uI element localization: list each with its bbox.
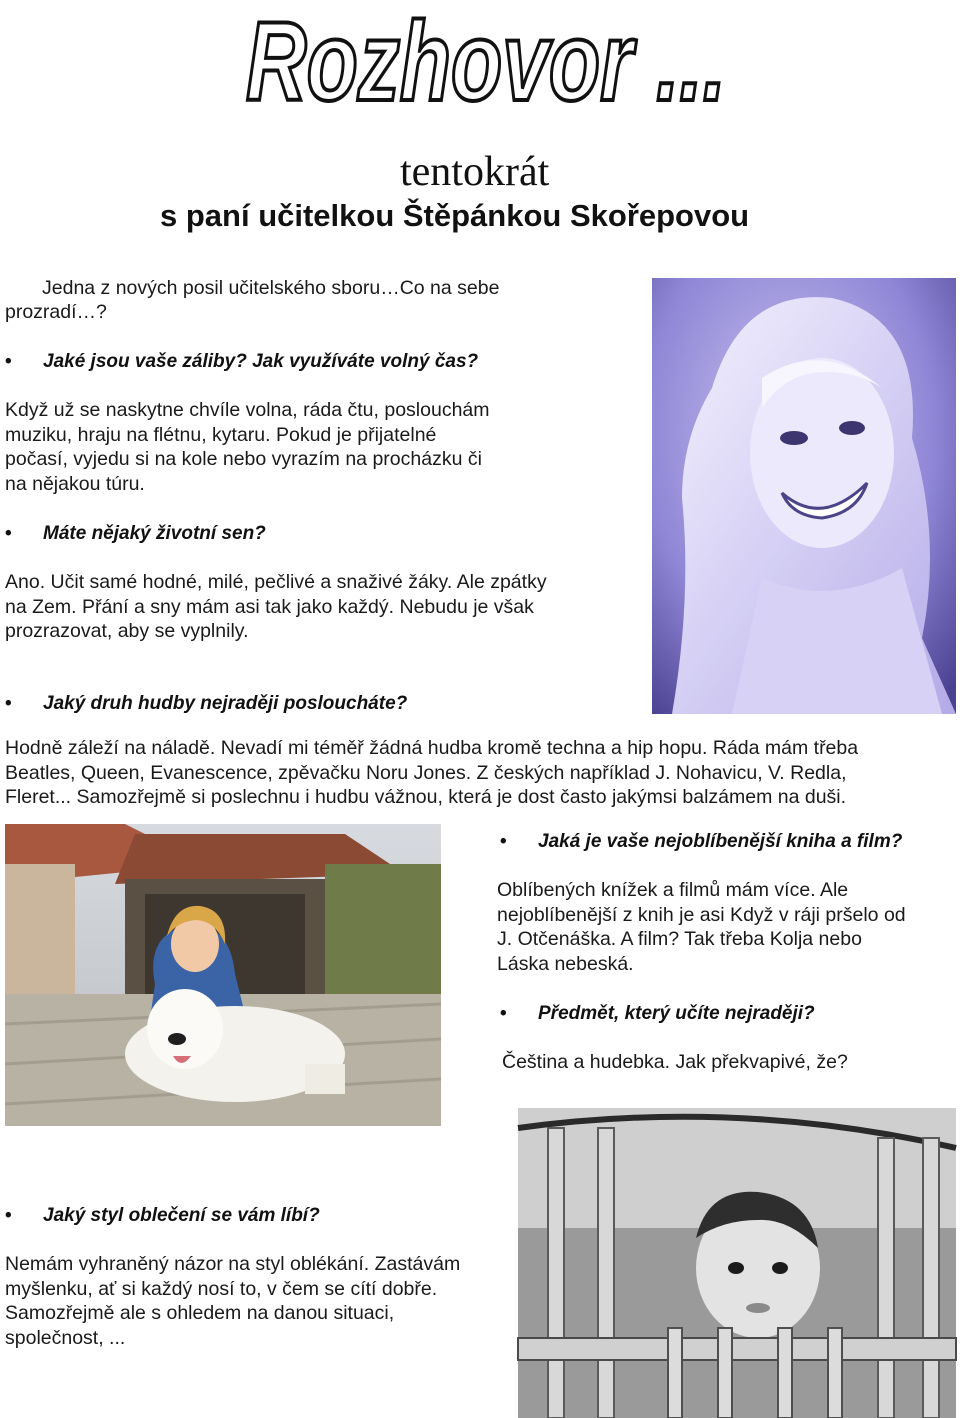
answer-line: na nějakou túru. (5, 472, 145, 495)
question-music (5, 692, 565, 718)
answer-line: J. Otčenáška. A film? Tak třeba Kolja nebo (497, 928, 862, 950)
page-title: Rozhovor ... (246, 0, 726, 124)
bullet: • (5, 1205, 12, 1226)
bullet: • (5, 523, 12, 544)
answer-line: Hodně záleží na náladě. Nevadí mi téměř žádná hudba kromě techna a hip hopu. Ráda mám třeba (5, 737, 859, 759)
answer-line: Beatles, Queen, Evanescence, zpěvačku Noru Jones. Z českých například J. Nohavicu, V. Redla, (5, 761, 847, 784)
portrait-photo (652, 278, 956, 714)
question-clothing-style (5, 1204, 505, 1230)
answer-line: nejoblíbenější z knih je asi Když v ráji pršelo od (497, 903, 906, 926)
question-favorite-book-film (500, 830, 956, 856)
bullet: • (5, 351, 12, 372)
answer-line: společnost, ... (5, 1326, 126, 1349)
bullet: • (500, 1003, 507, 1024)
answer-clothing-style (5, 1252, 460, 1350)
question-text: Jaká je vaše nejoblíbenější kniha a film? (538, 831, 903, 852)
answer-line: Když už se naskytne chvíle volna, ráda čtu, poslouchám (5, 399, 490, 421)
question-text: Jaký druh hudby nejraději posloucháte? (43, 693, 408, 714)
answer-line: Oblíbených knížek a filmů mám více. Ale (497, 879, 849, 901)
intro-line2: prozradí…? (5, 301, 107, 323)
question-text: Jaký styl oblečení se vám líbí? (43, 1205, 320, 1226)
answer-life-dream (5, 570, 547, 644)
answer-line: Samozřejmě ale s ohledem na danou situaci, (5, 1302, 395, 1324)
question-hobbies (5, 350, 565, 376)
subtitle-line2: s paní učitelkou Štěpánkou Skořepovou (160, 198, 750, 233)
answer-music (5, 736, 858, 810)
answer-line: Láska nebeská. (497, 952, 634, 975)
answer-favorite-subject: Čeština a hudebka. Jak překvapivé, že? (502, 1051, 848, 1073)
answer-favorite-book-film (497, 878, 906, 976)
answer-line: Ano. Učit samé hodné, milé, pečlivé a snaživé žáky. Ale zpátky (5, 571, 547, 593)
bullet: • (5, 693, 12, 714)
answer-line: muziku, hraju na flétnu, kytaru. Pokud je přijatelné (5, 423, 437, 446)
page-title-graphic (236, 0, 736, 124)
question-favorite-subject (500, 1002, 956, 1028)
intro-line1: Jedna z nových posil učitelského sboru…Co na sebe (42, 277, 500, 299)
question-text: Máte nějaký životní sen? (43, 523, 266, 544)
question-text: Jaké jsou vaše záliby? Jak využíváte volný čas? (43, 351, 479, 372)
answer-line: myšlenku, ať si každý nosí to, v čem se cítí dobře. (5, 1277, 438, 1300)
answer-line: na Zem. Přání a sny mám asi tak jako každý. Nebudu je však (5, 595, 534, 618)
answer-line: počasí, vyjedu si na kole nebo vyrazím na procházku či (5, 448, 482, 470)
answer-hobbies (5, 398, 490, 496)
question-text: Předmět, který učíte nejraději? (538, 1003, 815, 1024)
baby-photo (518, 1108, 956, 1418)
girl-with-dog-photo (5, 824, 441, 1126)
answer-line: Fleret... Samozřejmě si poslechnu i hudbu vážnou, která je dost často jakýmsi balzámem na duši. (5, 786, 847, 808)
answer-line: prozrazovat, aby se vyplnily. (5, 620, 249, 642)
answer-line: Nemám vyhraněný názor na styl oblékání. Zastávám (5, 1253, 461, 1275)
subtitle-line1: tentokrát (400, 149, 550, 195)
question-life-dream (5, 522, 565, 548)
bullet: • (500, 831, 507, 852)
